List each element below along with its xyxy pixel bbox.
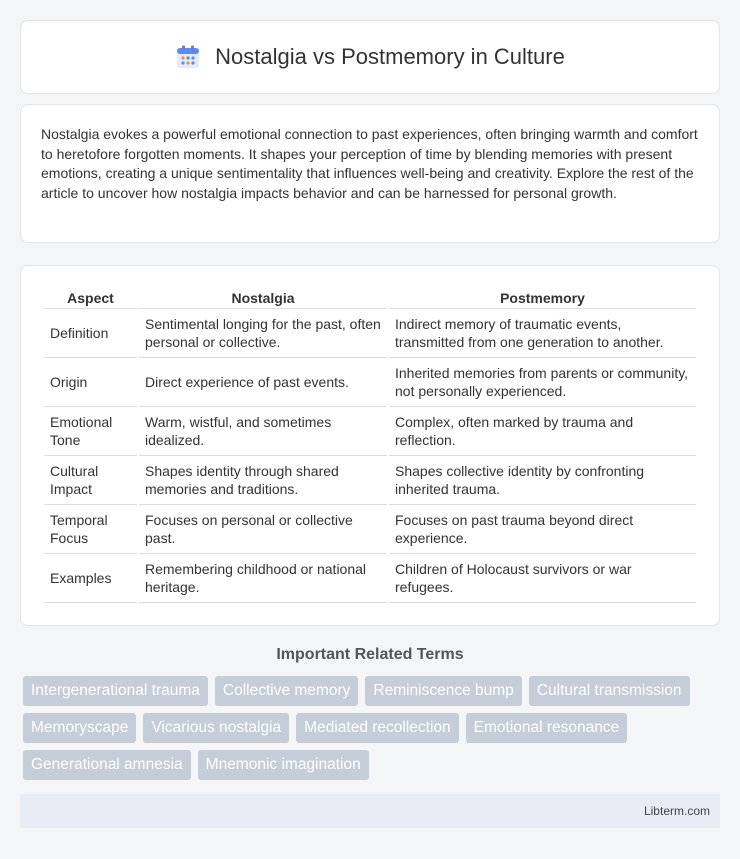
- table-cell-aspect: Emotional Tone: [44, 407, 137, 456]
- table-row: [44, 505, 696, 554]
- intro-card: [20, 104, 720, 243]
- table-cell-postmemory: Indirect memory of traumatic events, transmitted from one generation to another.: [389, 309, 696, 358]
- table-cell-nostalgia: Warm, wistful, and sometimes idealized.: [139, 407, 387, 456]
- page-title: Nostalgia vs Postmemory in Culture: [215, 44, 565, 69]
- related-term-tag[interactable]: Emotional resonance: [466, 713, 628, 743]
- column-header-aspect: Aspect: [44, 286, 137, 309]
- table-cell-nostalgia: Focuses on personal or collective past.: [139, 505, 387, 554]
- table-row: [44, 358, 696, 407]
- table-cell-postmemory: Shapes collective identity by confronting inherited trauma.: [389, 456, 696, 505]
- table-cell-postmemory: Inherited memories from parents or community, not personally experienced.: [389, 358, 696, 407]
- table-row: [44, 407, 696, 456]
- related-terms-title: Important Related Terms: [276, 646, 464, 663]
- table-cell-aspect: Examples: [44, 554, 137, 603]
- table-cell-nostalgia: Remembering childhood or national heritage.: [139, 554, 387, 603]
- table-header-row: [44, 286, 696, 309]
- comparison-table: [42, 286, 698, 603]
- table-cell-postmemory: Focuses on past trauma beyond direct experience.: [389, 505, 696, 554]
- related-term-tag[interactable]: Cultural transmission: [529, 676, 690, 706]
- table-cell-aspect: Cultural Impact: [44, 456, 137, 505]
- column-header-nostalgia: Nostalgia: [139, 286, 387, 309]
- related-term-tag[interactable]: Mnemonic imagination: [198, 750, 369, 780]
- table-row: [44, 456, 696, 505]
- table-cell-postmemory: Complex, often marked by trauma and reflection.: [389, 407, 696, 456]
- table-cell-aspect: Origin: [44, 358, 137, 407]
- table-cell-postmemory: Children of Holocaust survivors or war refugees.: [389, 554, 696, 603]
- table-row: [44, 554, 696, 603]
- table-cell-nostalgia: Shapes identity through shared memories and traditions.: [139, 456, 387, 505]
- table-cell-aspect: Definition: [44, 309, 137, 358]
- table-cell-aspect: Temporal Focus: [44, 505, 137, 554]
- column-header-postmemory: Postmemory: [389, 286, 696, 309]
- footer-brand[interactable]: Libterm.com: [643, 804, 710, 818]
- related-term-tag[interactable]: Vicarious nostalgia: [143, 713, 289, 743]
- table-row: [44, 309, 696, 358]
- intro-paragraph: Nostalgia evokes a powerful emotional connection to past experiences, often bringing warmth and comfort to heretofore forgotten moments. It shapes your perception of time by blending memories with present emotions, creating a unique sentimentality that influences well-being and creativity. Explore the rest of the article to uncover how nostalgia impacts behavior and can be harnessed for personal growth.: [41, 126, 698, 201]
- table-cell-nostalgia: Direct experience of past events.: [139, 358, 387, 407]
- related-term-tag[interactable]: Mediated recollection: [296, 713, 458, 743]
- related-terms-list: [20, 676, 720, 780]
- comparison-table-card: [20, 265, 720, 626]
- related-term-tag[interactable]: Generational amnesia: [23, 750, 191, 780]
- related-term-tag[interactable]: Memoryscape: [23, 713, 136, 743]
- related-term-tag[interactable]: Reminiscence bump: [365, 676, 521, 706]
- related-term-tag[interactable]: Intergenerational trauma: [23, 676, 208, 706]
- header-card: [20, 20, 720, 94]
- calendar-icon: [175, 44, 201, 70]
- table-cell-nostalgia: Sentimental longing for the past, often personal or collective.: [139, 309, 387, 358]
- related-term-tag[interactable]: Collective memory: [215, 676, 358, 706]
- footer: [20, 794, 720, 828]
